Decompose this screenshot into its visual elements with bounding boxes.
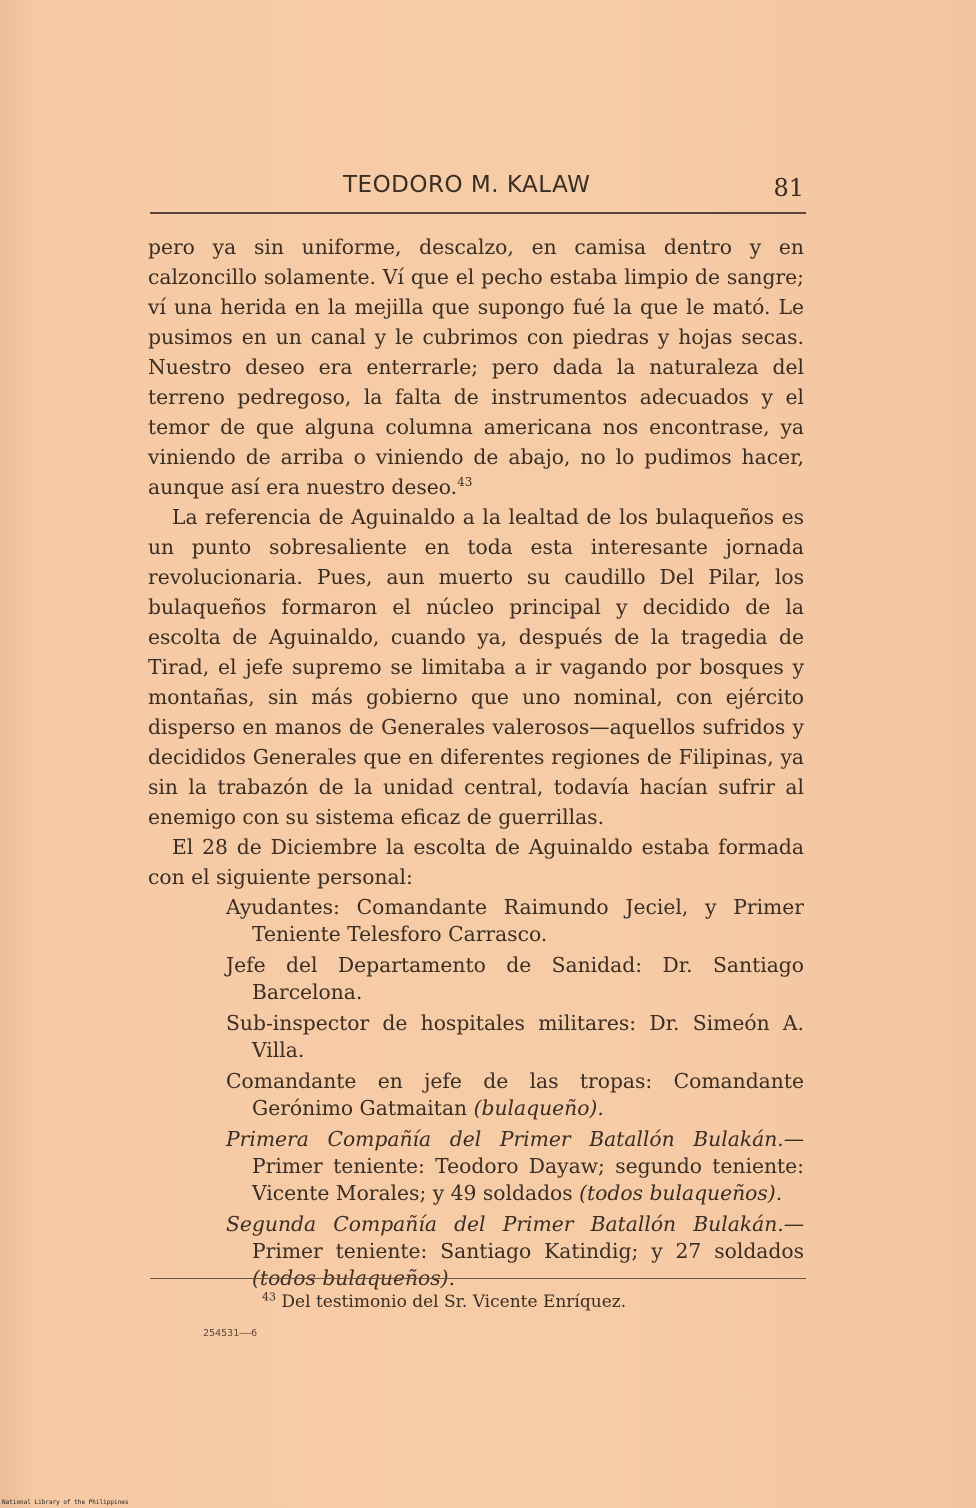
item-text: Sub-inspector de hospitales militares: Dr. Simeón A. Villa. <box>226 1011 804 1062</box>
list-item <box>226 894 804 948</box>
list-item <box>226 1068 804 1122</box>
escort-list <box>226 894 804 1292</box>
page-number: 81 <box>773 174 804 202</box>
paragraph: El 28 de Diciembre la escolta de Aguinaldo estaba formada con el siguiente personal: <box>148 835 804 889</box>
item-italic-text: (todos bulaqueños). <box>579 1181 783 1205</box>
footnote-text: Del testimonio del Sr. Vicente Enríquez. <box>281 1292 627 1312</box>
header-rule <box>150 212 806 214</box>
list-item <box>226 1010 804 1064</box>
body-text <box>148 232 804 1296</box>
page-header <box>148 172 808 212</box>
footnote-rule <box>150 1278 806 1279</box>
item-text: Primer teniente: Teodoro Dayaw; segundo teniente: Vicente Morales; y 49 soldados <box>252 1154 804 1205</box>
item-text: Ayudantes: Comandante Raimundo Jeciel, y Primer Teniente Telesforo Carrasco. <box>226 895 804 946</box>
item-italic-text: (bulaqueño). <box>473 1096 604 1120</box>
item-text: Jefe del Departamento de Sanidad: Dr. Santiago Barcelona. <box>226 953 804 1004</box>
library-watermark: National Library of the Philippines <box>2 1499 129 1506</box>
list-item <box>226 1126 804 1207</box>
running-title: TEODORO M. KALAW <box>343 172 591 198</box>
footnote <box>262 1292 626 1312</box>
footnote-reference: 43 <box>457 475 473 490</box>
item-text: Primer teniente: Santiago Katindig; y 27 soldados <box>252 1239 804 1263</box>
list-item <box>226 952 804 1006</box>
item-italic-heading: Segunda Compañía del Primer Batallón Bulakán.— <box>226 1212 804 1236</box>
footnote-number: 43 <box>262 1290 276 1304</box>
paragraph: La referencia de Aguinaldo a la lealtad de los bulaqueños es un punto sobresaliente en toda esta interesante jornada revolucionaria. Pues, aun muerto su caudillo Del Pilar, los bulaqueños formaron el núcleo principal y decidido de la escolta de Aguinaldo, cuando ya, después de la tragedia de Tirad, el jefe supremo se limitaba a ir vagando por bosques y montañas, sin más gobierno que uno nominal, con ejército disperso en manos de Generales valerosos—aquellos sufridos y decididos Generales que en diferentes regiones de Filipinas, ya sin la trabazón de la unidad central, todavía hacían sufrir al enemigo con su sistema eficaz de guerrillas. <box>148 505 804 829</box>
item-italic-heading: Primera Compañía del Primer Batallón Bulakán.— <box>226 1127 804 1151</box>
paragraph <box>148 232 804 502</box>
printer-code: 254531——6 <box>203 1328 258 1339</box>
item-text: Comandante en jefe de las tropas: Comandante Gerónimo Gatmaitan <box>226 1069 804 1120</box>
paragraph-text: pero ya sin uniforme, descalzo, en camisa dentro y en calzoncillo solamente. Ví que el pecho estaba limpio de sangre; ví una herida en la mejilla que supongo fué la que le mató. Le pusimos en un canal y le cubrimos con piedras y hojas secas. Nuestro deseo era enterrarle; pero dada la naturaleza del terreno pedregoso, la falta de instrumentos adecuados y el temor de que alguna columna americana nos encontrase, ya viniendo de arriba o viniendo de abajo, no lo pudimos hacer, aunque así era nuestro deseo. <box>148 235 804 499</box>
list-item <box>226 1211 804 1292</box>
item-italic-text: (todos bulaqueños). <box>252 1266 456 1290</box>
